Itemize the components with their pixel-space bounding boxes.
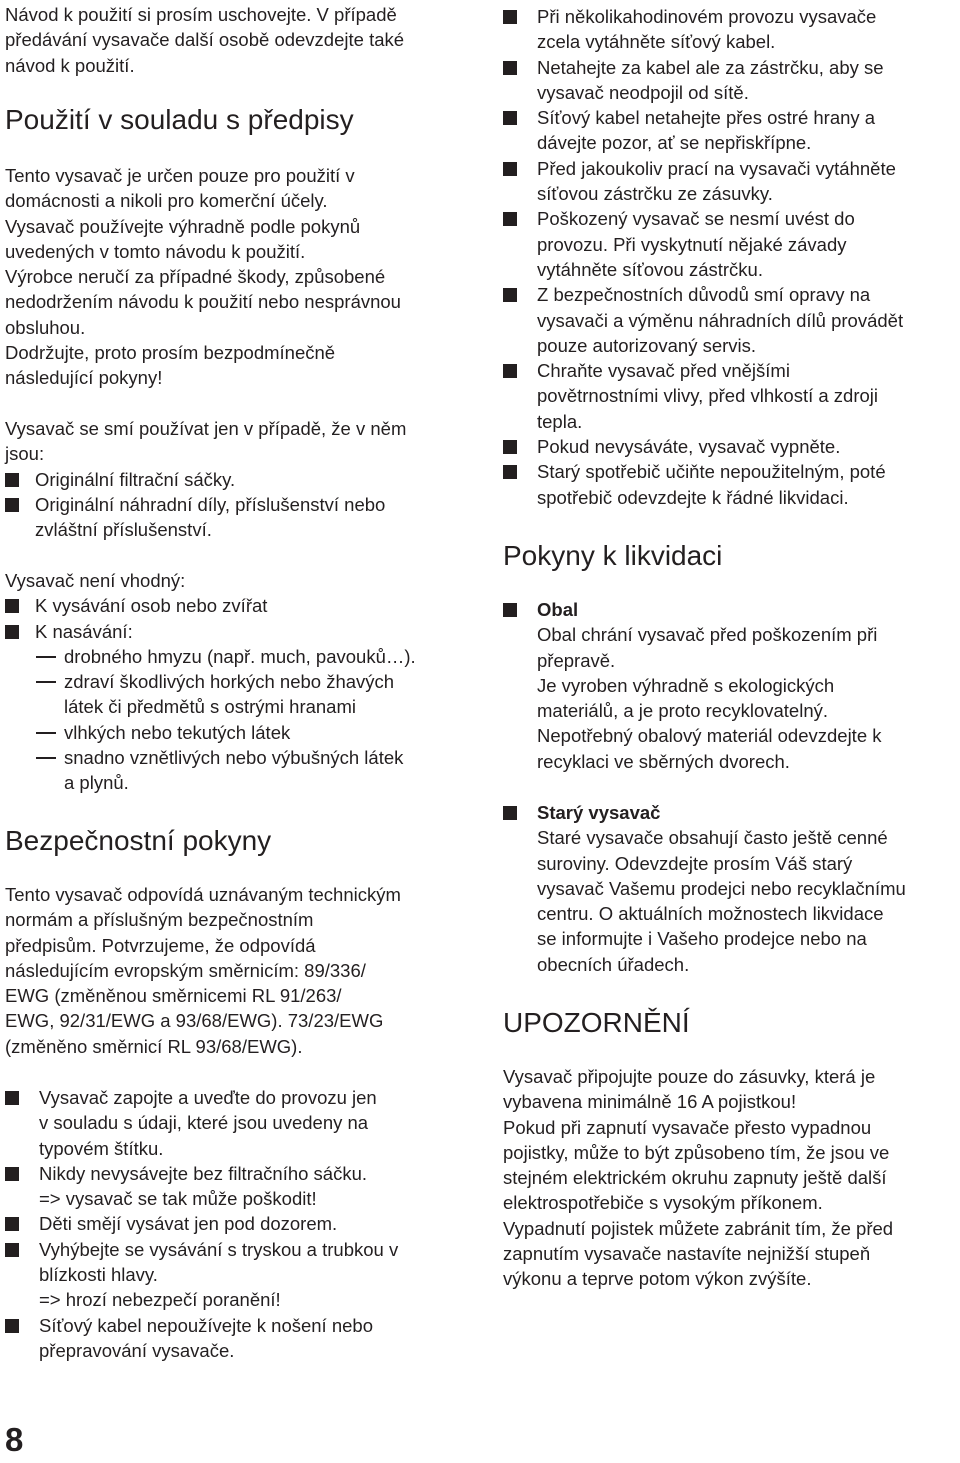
list-item: Starý spotřebič učiňte nepoužitelným, poté spotřebič odevzdejte k řádné likvidaci. [503,459,903,510]
use-only-text: Vysavač se smí používat jen v případě, že v něm jsou: [5,418,407,465]
heading-usage: Použití v souladu s předpisy [5,104,354,135]
list-item: Vysavač zapojte a uveďte do provozu jen v souladu s údaji, které jsou uvedeny na typovém štítku. [5,1085,398,1161]
page-number: 8 [5,1421,24,1458]
heading-warning: UPOZORNĚNÍ [503,1007,690,1038]
safety-text: Tento vysavač odpovídá uznávaným technickým normám a příslušným bezpečnostním předpisům. Potvrzujeme, že odpovídá následujícím evropským směrnicím: 89/336/ EWG (změněnou směrnicemi RL 91/263/ EWG, 92/31/EWG a 93/68/EWG). 73/23/EWG (změněno směrnicí RL 93/68/EWG). [5,884,401,1057]
dash-item: drobného hmyzu (např. much, pavouků…). [5,644,416,669]
warning-text: Vysavač připojujte pouze do zásuvky, která je vybavena minimálně 16 A pojistkou! Pokud při zapnutí vysavače přesto vypadnou pojistky, může to být způsobeno tím, že jsou ve stejném elektrickém okruhu zapnuty ještě další elektrospotřebiče s vysokým příkonem. Vypadnutí pojistek můžete zabránit tím, že před zapnutím vysavače nastavíte nejnižší stupeň výkonu a teprve potom výkon zvýšíte. [503,1066,894,1290]
list-item: Originální náhradní díly, příslušenství nebo zvláštní příslušenství. [5,492,406,543]
list-item: Chraňte vysavač před vnějšími povětrnostními vlivy, před vlhkostí a zdroji tepla. [503,358,903,434]
list-item: Při několikahodinovém provozu vysavače zcela vytáhněte síťový kabel. [503,4,903,55]
safety-list-continued [503,4,903,510]
packaging-title: Obal [537,599,579,620]
not-suitable-text: Vysavač není vhodný: [5,570,186,591]
dash-item: zdraví škodlivých horkých nebo žhavých látek či předmětů s ostrými hranami [5,669,416,720]
list-item: Síťový kabel netahejte přes ostré hrany a dávejte pozor, ať se nepřiskřípne. [503,105,903,156]
list-item: Netahejte za kabel ale za zástrčku, aby se vysavač neodpojil od sítě. [503,55,903,106]
intro-text: Návod k použití si prosím uschovejte. V případě předávání vysavače další osobě odevzdejte také návod k použití. [5,4,405,76]
list-item: Poškozený vysavač se nesmí uvést do provozu. Při vyskytnutí nějaké závady vytáhněte síťovou zástrčku. [503,206,903,282]
list-item: Originální filtrační sáčky. [5,467,406,492]
list-item: K nasávání: [5,619,416,644]
heading-safety: Bezpečnostní pokyny [5,825,272,856]
heading-disposal: Pokyny k likvidaci [503,540,723,571]
list-item: Z bezpečnostních důvodů smí opravy na vysavači a výměnu náhradních dílů provádět pouze autorizovaný servis. [503,282,903,358]
dash-item: vlhkých nebo tekutých látek [5,720,416,745]
usage-text: Tento vysavač je určen pouze pro použití v domácnosti a nikoli pro komerční účely. Vysavač používejte výhradně podle pokynů uvedených v tomto návodu k použití. Výrobce neručí za případné škody, způsobené nedodržením návodu k použití nebo nesprávnou obsluhou. Dodržujte, proto prosím bezpodmínečně následující pokyny! [5,165,401,389]
list-item: Děti smějí vysávat jen pod dozorem. [5,1211,398,1236]
dash-item: snadno vznětlivých nebo výbušných látek a plynů. [5,745,416,796]
list-item: Před jakoukoliv prací na vysavači vytáhněte síťovou zástrčku ze zásuvky. [503,156,903,207]
safety-list [5,1085,398,1363]
list-item: Síťový kabel nepoužívejte k nošení nebo přepravování vysavače. [5,1313,398,1364]
old-vacuum-item: Starý vysavač Staré vysavače obsahují často ještě cenné suroviny. Odevzdejte prosím Váš starý vysavač Vašemu prodejci nebo recyklačnímu centru. O aktuálních možnostech likvidace se informujte i Vašeho prodejce nebo na obecních úřadech. [503,800,906,977]
list-item: K vysávání osob nebo zvířat [5,593,416,618]
old-vacuum-title: Starý vysavač [537,802,661,823]
list-item: Vyhýbejte se vysávání s tryskou a trubkou v blízkosti hlavy. => hrozí nebezpečí poranění! [5,1237,398,1313]
list-item: Nikdy nevysávejte bez filtračního sáčku. => vysavač se tak může poškodit! [5,1161,398,1212]
use-only-block [5,416,406,542]
packaging-item: Obal Obal chrání vysavač před poškozením při přepravě. Je vyroben výhradně s ekologických materiálů, a je proto recyklovatelný. Nepotřebný obalový materiál odevzdejte k recyklaci ve sběrných dvorech. [503,597,882,774]
list-item: Pokud nevysáváte, vysavač vypněte. [503,434,903,459]
not-suitable-block [5,568,416,796]
